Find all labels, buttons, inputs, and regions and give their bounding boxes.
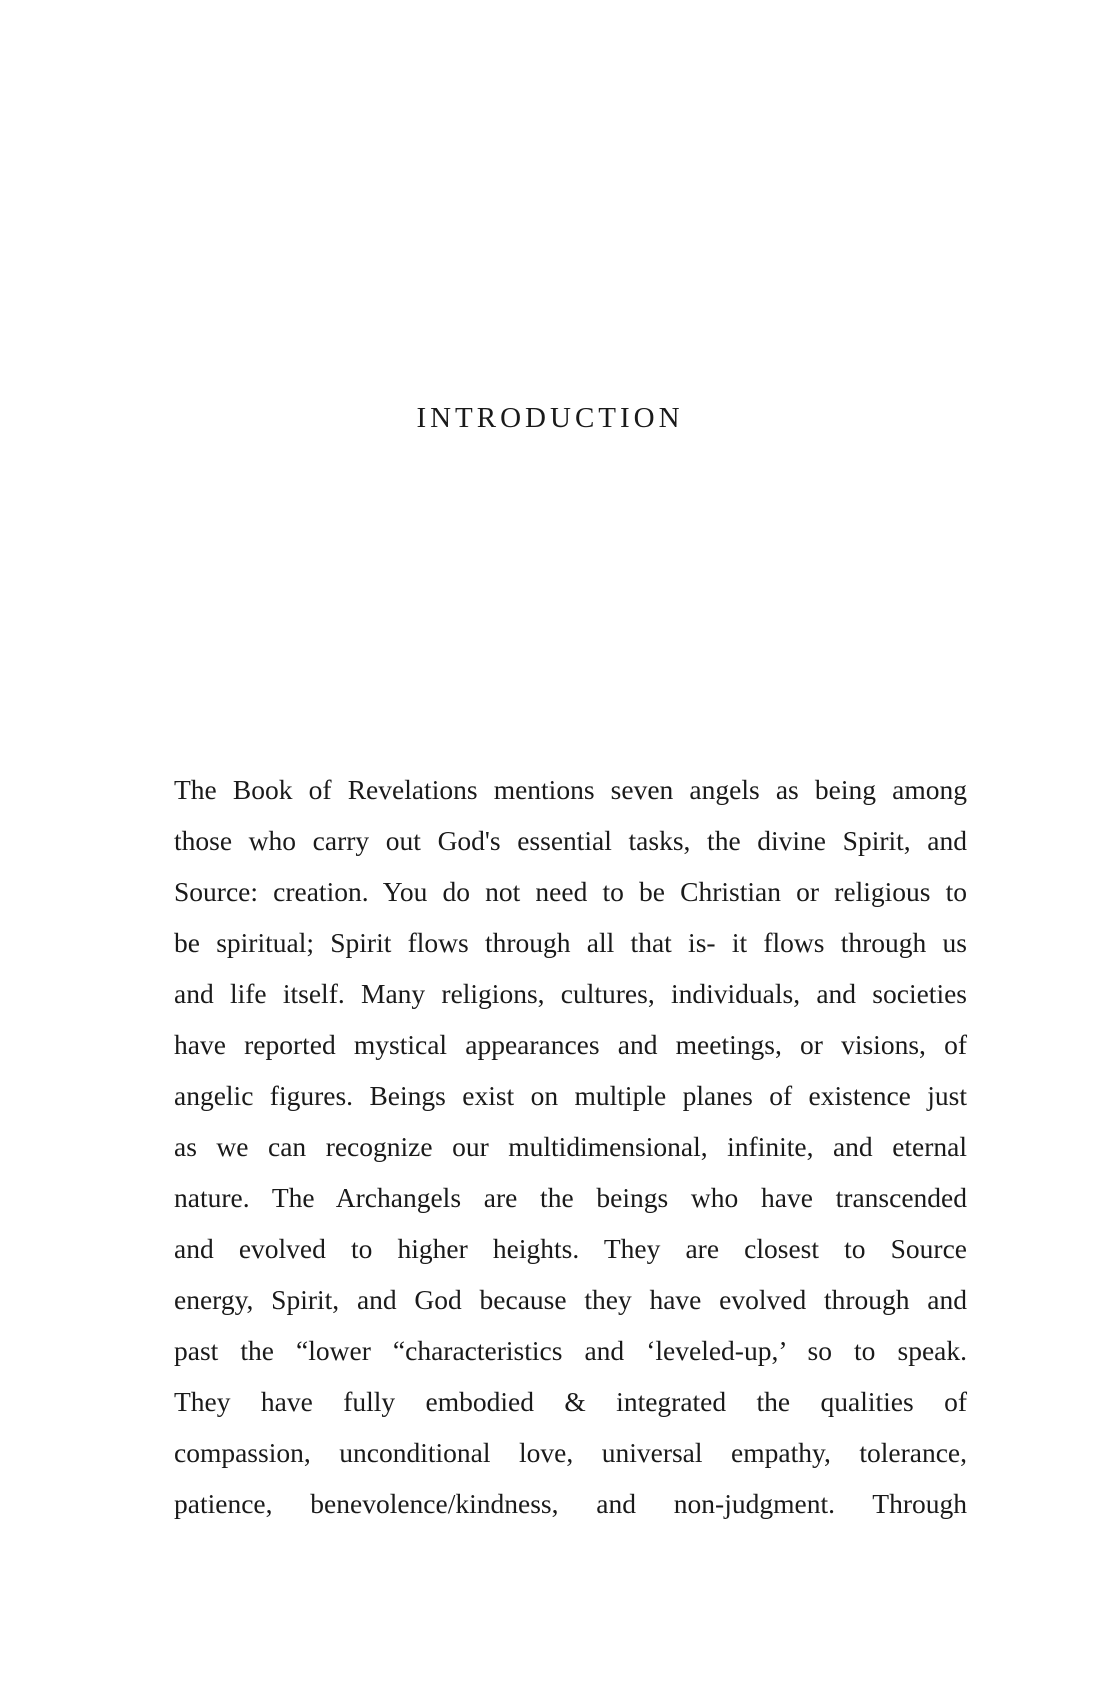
text-line: and evolved to higher heights. They are closest to Source <box>174 1233 967 1264</box>
chapter-title: INTRODUCTION <box>416 402 684 434</box>
text-line: Source: creation. You do not need to be Christian or religious to <box>174 876 967 907</box>
text-line: The Book of Revelations mentions seven angels as being among <box>174 774 967 805</box>
text-line: compassion, unconditional love, universal empathy, tolerance, <box>174 1437 967 1468</box>
text-line: as we can recognize our multidimensional, infinite, and eternal <box>174 1131 967 1162</box>
text-line: They have fully embodied & integrated the qualities of <box>174 1386 967 1417</box>
text-line: angelic figures. Beings exist on multiple planes of existence just <box>174 1080 967 1111</box>
body-paragraph <box>174 764 967 1529</box>
text-line: nature. The Archangels are the beings who have transcended <box>174 1182 967 1213</box>
text-line: those who carry out God's essential tasks, the divine Spirit, and <box>174 825 967 856</box>
text-line: energy, Spirit, and God because they have evolved through and <box>174 1284 967 1315</box>
text-line: and life itself. Many religions, cultures, individuals, and societies <box>174 978 967 1009</box>
text-line: past the “lower “characteristics and ‘leveled-up,’ so to speak. <box>174 1335 967 1366</box>
text-line: have reported mystical appearances and meetings, or visions, of <box>174 1029 967 1060</box>
text-line: patience, benevolence/kindness, and non-judgment. Through <box>174 1488 967 1519</box>
text-line: be spiritual; Spirit flows through all that is- it flows through us <box>174 927 967 958</box>
